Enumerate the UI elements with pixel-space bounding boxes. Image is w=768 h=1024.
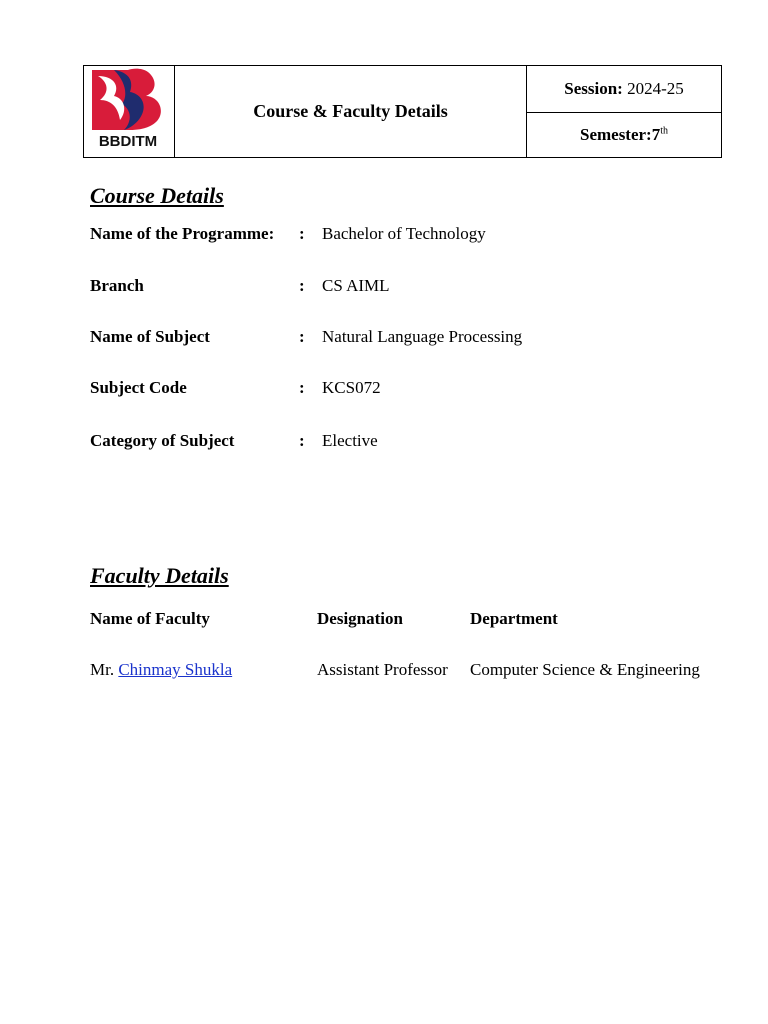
- faculty-designation: Assistant Professor: [317, 660, 448, 679]
- page-title: Course & Faculty Details: [175, 66, 527, 158]
- row-separator: :: [299, 378, 305, 397]
- session-label: Session:: [564, 79, 623, 99]
- faculty-column-designation: Designation: [317, 609, 403, 628]
- faculty-column-name: Name of Faculty: [90, 609, 210, 628]
- row-label: Name of Subject: [90, 327, 210, 346]
- row-value: Natural Language Processing: [322, 327, 523, 346]
- bbditm-logo: [84, 66, 172, 152]
- session-cell: [527, 66, 722, 113]
- row-value: Elective: [322, 431, 378, 450]
- row-value: Bachelor of Technology: [322, 224, 486, 243]
- logo-text: BBDITM: [98, 133, 158, 150]
- row-value: KCS072: [322, 378, 381, 397]
- row-separator: :: [299, 327, 305, 346]
- header-table: [83, 65, 722, 158]
- row-separator: :: [299, 276, 305, 295]
- faculty-details-heading: Faculty Details: [90, 563, 229, 588]
- semester-cell: [527, 113, 722, 158]
- faculty-name-cell: [90, 660, 232, 680]
- faculty-title: Mr.: [90, 660, 115, 679]
- row-value: CS AIML: [322, 276, 390, 295]
- semester-value: 7: [651, 125, 661, 145]
- row-label: Subject Code: [90, 378, 187, 397]
- row-label: Name of the Programme:: [90, 224, 275, 243]
- row-separator: :: [299, 431, 305, 450]
- row-label: Category of Subject: [90, 431, 235, 450]
- faculty-department: Computer Science & Engineering: [470, 660, 700, 679]
- faculty-name-link[interactable]: Chinmay Shukla: [118, 660, 233, 679]
- course-details-heading: Course Details: [90, 183, 224, 208]
- row-label: Branch: [90, 276, 144, 295]
- semester-label: Semester:: [579, 125, 652, 145]
- semester-suffix: th: [660, 125, 669, 137]
- faculty-column-department: Department: [470, 609, 558, 628]
- logo-cell: [84, 66, 175, 158]
- session-value: 2024-25: [627, 79, 684, 99]
- row-separator: :: [299, 224, 305, 243]
